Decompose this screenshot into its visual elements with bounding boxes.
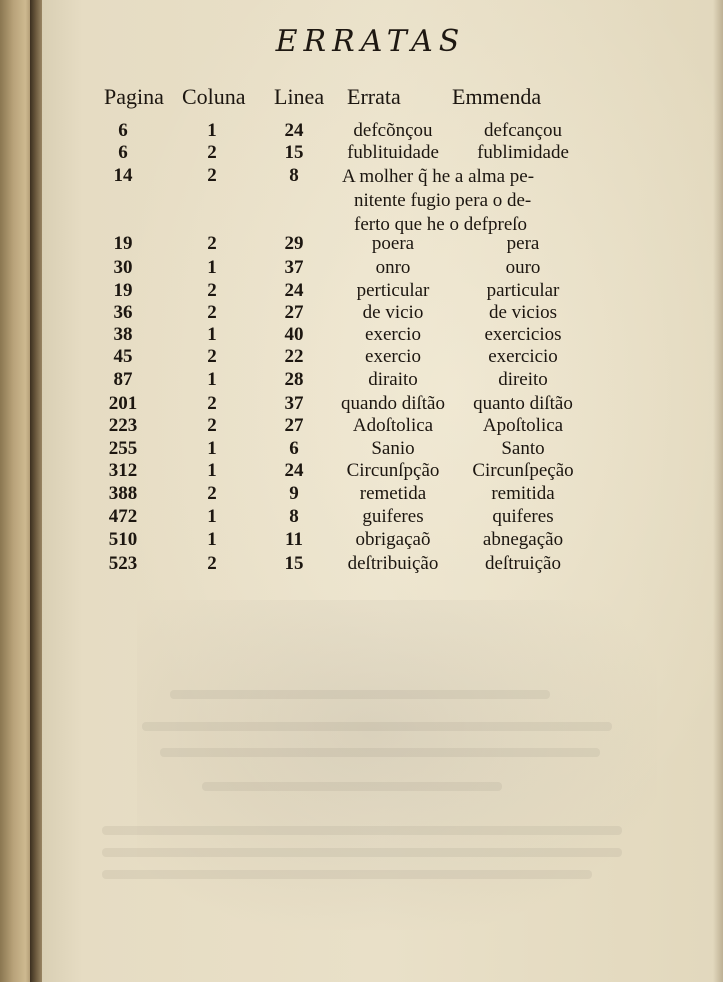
- emmenda-cell: quiferes: [492, 506, 554, 527]
- line-number-cell: 9: [289, 483, 299, 504]
- column-number-cell: 2: [207, 233, 217, 254]
- emmenda-cell: quanto diſtão: [473, 393, 573, 414]
- emmenda-cell: remitida: [491, 483, 555, 504]
- column-number-cell: 1: [207, 257, 217, 278]
- errata-cell: defcõnçou: [353, 120, 433, 141]
- column-header-coluna: Coluna: [182, 84, 246, 109]
- line-number-cell: 22: [284, 346, 304, 367]
- line-number-cell: 27: [284, 415, 304, 436]
- column-header-pagina: Pagina: [104, 84, 164, 109]
- errata-cell: quando diſtão: [341, 393, 445, 414]
- emmenda-cell: defcançou: [483, 120, 563, 141]
- column-number-cell: 1: [207, 369, 217, 390]
- errata-cell: onro: [375, 257, 411, 278]
- errata-cell: diraito: [368, 369, 418, 390]
- show-through-line: [160, 748, 600, 757]
- show-through-stain: [137, 600, 657, 930]
- page-edge-shadow: [713, 0, 723, 982]
- column-number-cell: 1: [207, 460, 217, 481]
- show-through-line: [102, 826, 622, 835]
- errata-cell: poera: [371, 233, 415, 254]
- column-number-cell: 2: [207, 415, 217, 436]
- line-number-cell: 27: [284, 302, 304, 323]
- page-number-cell: 255: [108, 438, 138, 459]
- emmenda-cell: de vicios: [488, 302, 558, 323]
- page-number-cell: 6: [118, 142, 128, 163]
- page-number-cell: 87: [113, 369, 133, 390]
- page-number-cell: 388: [108, 483, 138, 504]
- line-number-cell: 15: [284, 142, 304, 163]
- show-through-line: [170, 690, 550, 699]
- column-number-cell: 2: [207, 142, 217, 163]
- errata-cell: Sanio: [371, 438, 415, 459]
- line-number-cell: 8: [289, 165, 299, 186]
- errata-cell: fublituidade: [347, 142, 439, 163]
- show-through-line: [102, 870, 592, 879]
- emmenda-cell: Santo: [501, 438, 545, 459]
- errata-cell: deſtribuição: [347, 553, 439, 574]
- emmenda-cell: fublimidade: [477, 142, 569, 163]
- errata-cell: perticular: [356, 280, 430, 301]
- emmenda-cell: ouro: [505, 257, 541, 278]
- page-number-cell: 312: [108, 460, 138, 481]
- column-number-cell: 2: [207, 302, 217, 323]
- errata-cell: exercio: [365, 346, 421, 367]
- line-number-cell: 24: [284, 280, 304, 301]
- page-number-cell: 19: [113, 233, 133, 254]
- emmenda-cell: direito: [498, 369, 548, 390]
- emmenda-cell: exercicio: [488, 346, 558, 367]
- page-number-cell: 523: [108, 553, 138, 574]
- page-number-cell: 510: [108, 529, 138, 550]
- page-number-cell: 38: [113, 324, 133, 345]
- line-number-cell: 8: [289, 506, 299, 527]
- errata-cell: obrigaçaõ: [355, 529, 431, 550]
- page-number-cell: 36: [113, 302, 133, 323]
- emmenda-cell: pera: [506, 233, 540, 254]
- errata-cell: guiferes: [362, 506, 424, 527]
- errata-cell: de vicio: [362, 302, 424, 323]
- line-number-cell: 11: [285, 529, 303, 550]
- previous-page-edge: [0, 0, 34, 982]
- line-number-cell: 28: [284, 369, 304, 390]
- column-number-cell: 2: [207, 483, 217, 504]
- line-number-cell: 37: [284, 257, 304, 278]
- column-number-cell: 2: [207, 280, 217, 301]
- emmenda-cell: Apoſtolica: [482, 415, 564, 436]
- emmenda-cell: Circunſpeção: [472, 460, 574, 481]
- column-number-cell: 1: [207, 120, 217, 141]
- page-number-cell: 201: [108, 393, 138, 414]
- column-header-linea: Linea: [274, 84, 325, 109]
- column-number-cell: 2: [207, 393, 217, 414]
- column-number-cell: 1: [207, 529, 217, 550]
- page-number-cell: 30: [113, 257, 133, 278]
- show-through-line: [142, 722, 612, 731]
- emmenda-cell: particular: [486, 280, 560, 301]
- line-number-cell: 29: [284, 233, 304, 254]
- column-number-cell: 1: [207, 506, 217, 527]
- errata-cell: remetida: [359, 483, 427, 504]
- page-number-cell: 14: [113, 165, 133, 186]
- column-number-cell: 2: [207, 165, 217, 186]
- page-heading: ERRATAS: [275, 24, 466, 59]
- emmenda-cell: deſtruição: [485, 553, 561, 574]
- emmenda-cell: abnegação: [482, 529, 564, 550]
- column-header-emmenda: Emmenda: [452, 84, 542, 109]
- long-correction-line: A molher q̃ he a alma pe-: [342, 166, 535, 187]
- emmenda-cell: exercicios: [484, 324, 562, 345]
- column-header-errata: Errata: [347, 84, 401, 109]
- errata-cell: Circunſpção: [346, 460, 440, 481]
- errata-cell: Adoſtolica: [352, 415, 434, 436]
- line-number-cell: 24: [284, 120, 304, 141]
- errata-page: [42, 0, 723, 982]
- page-number-cell: 6: [118, 120, 128, 141]
- column-number-cell: 2: [207, 346, 217, 367]
- page-number-cell: 223: [108, 415, 138, 436]
- column-number-cell: 1: [207, 324, 217, 345]
- show-through-line: [102, 848, 622, 857]
- line-number-cell: 15: [284, 553, 304, 574]
- page-number-cell: 19: [113, 280, 133, 301]
- column-number-cell: 1: [207, 438, 217, 459]
- show-through-line: [202, 782, 502, 791]
- line-number-cell: 40: [284, 324, 304, 345]
- line-number-cell: 6: [289, 438, 299, 459]
- errata-cell: exercio: [365, 324, 421, 345]
- column-number-cell: 2: [207, 553, 217, 574]
- long-correction-line: ferto que he o defpreſo: [354, 214, 528, 235]
- line-number-cell: 24: [284, 460, 304, 481]
- long-correction-line: nitente fugio pera o de-: [354, 190, 532, 211]
- line-number-cell: 37: [284, 393, 304, 414]
- page-number-cell: 45: [113, 346, 133, 367]
- page-number-cell: 472: [108, 506, 138, 527]
